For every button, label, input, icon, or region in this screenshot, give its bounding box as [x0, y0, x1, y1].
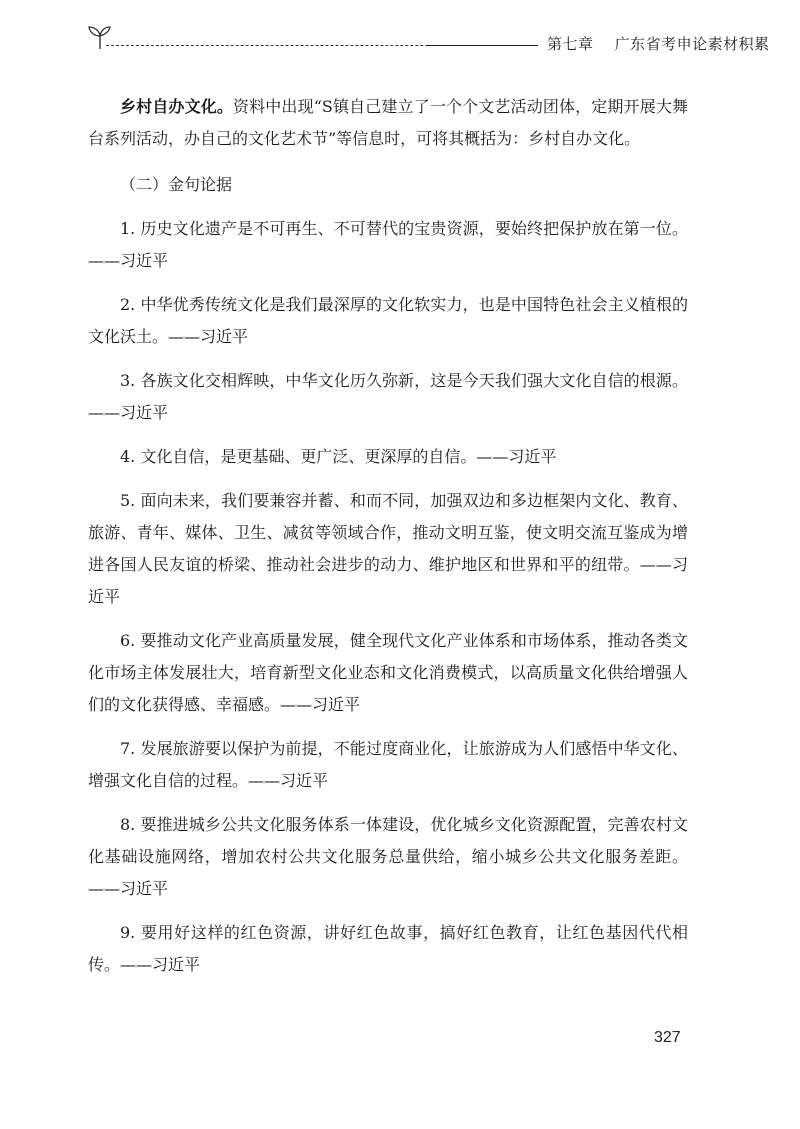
chapter-number: 第七章 [547, 35, 594, 53]
quote-item: 1. 历史文化遗产是不可再生、不可替代的宝贵资源，要始终把保护放在第一位。——习近平 [88, 219, 688, 270]
header-solid-rule [428, 45, 538, 46]
quote-item: 6. 要推动文化产业高质量发展，健全现代文化产业体系和市场体系，推动各类文化市场主体发展壮大，培育新型文化业态和文化消费模式，以高质量文化供给增强人们的文化获得感、幸福感。——习近平 [88, 631, 688, 714]
page-header [88, 22, 770, 56]
sprout-icon [88, 24, 112, 50]
quote-item: 9. 要用好这样的红色资源，讲好红色故事，搞好红色教育，让红色基因代代相传。——习近平 [88, 923, 688, 974]
intro-text: 资料中出现“S镇自己建立了一个个文艺活动团体，定期开展大舞台系列活动，办自己的文化艺术节”等信息时，可将其概括为：乡村自办文化。 [88, 97, 688, 148]
quote-item: 2. 中华优秀传统文化是我们最深厚的文化软实力，也是中国特色社会主义植根的文化沃土。——习近平 [88, 295, 688, 346]
intro-lead: 乡村自办文化。 [120, 97, 233, 116]
page-number: 327 [654, 1029, 681, 1046]
section-title: （二）金句论据 [120, 175, 233, 194]
intro-paragraph [88, 91, 688, 155]
page-body [88, 91, 688, 981]
chapter-title: 广东省考申论素材积累 [614, 35, 770, 53]
quote-item: 8. 要推进城乡公共文化服务体系一体建设，优化城乡文化资源配置，完善农村文化基础设施网络，增加农村公共文化服务总量供给，缩小城乡公共文化服务差距。——习近平 [88, 815, 688, 898]
quote-item: 7. 发展旅游要以保护为前提，不能过度商业化，让旅游成为人们感悟中华文化、增强文化自信的过程。——习近平 [88, 739, 688, 790]
chapter-heading [547, 33, 770, 54]
quote-item: 4. 文化自信，是更基础、更广泛、更深厚的自信。——习近平 [120, 447, 557, 466]
quote-item: 3. 各族文化交相辉映，中华文化历久弥新，这是今天我们强大文化自信的根源。——习近平 [88, 371, 688, 422]
quote-item: 5. 面向未来，我们要兼容并蓄、和而不同，加强双边和多边框架内文化、教育、旅游、青年、媒体、卫生、减贫等领域合作，推动文明互鉴，使文明交流互鉴成为增进各国人民友谊的桥梁、推动社会进步的动力、维护地区和世界和平的纽带。——习近平 [88, 491, 688, 606]
